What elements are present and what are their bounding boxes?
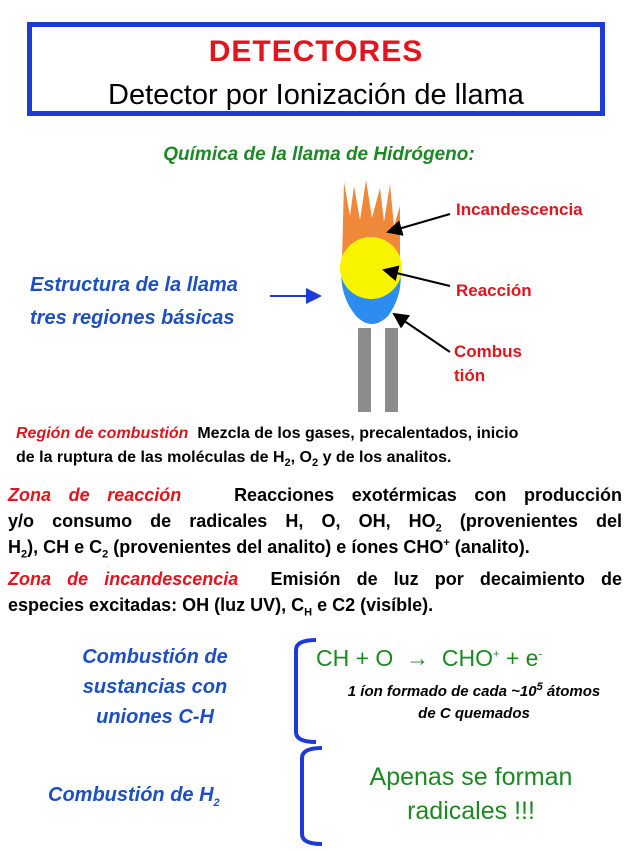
superscript: +: [443, 537, 450, 549]
reaction-zone: [340, 237, 402, 299]
h2-combustion-label: [48, 784, 220, 807]
superscript: +: [493, 648, 500, 661]
reaction-region-lead: Zona de reacción: [8, 485, 182, 505]
incandescence-label: Incandescencia: [456, 200, 583, 219]
ch-label-line2: sustancias con: [82, 676, 228, 698]
combustion-pointer: [394, 314, 450, 352]
equation-reactants: CH + O: [316, 645, 394, 671]
incandescence-region-line2b: e C2 (visíble).: [312, 595, 434, 615]
subscript: 2: [213, 797, 220, 809]
superscript: -: [538, 648, 543, 661]
combustion-label-1: Combus: [454, 342, 522, 361]
h2-result: [326, 760, 616, 828]
ch-note-line2: de C quemados: [418, 705, 530, 722]
incandescence-region-lead: Zona de incandescencia: [8, 569, 239, 589]
incandescence-region-line2a: especies excitadas: OH (luz UV), C: [8, 595, 305, 615]
page-subtitle: Detector por Ionización de llama: [108, 79, 524, 111]
combustion-region-line1: Mezcla de los gases, precalentados, inicio: [197, 425, 519, 442]
subscript: 2: [312, 457, 319, 470]
combustion-region-line2a: de la ruptura de las moléculas de H: [16, 449, 285, 466]
subscript: 2: [21, 548, 28, 561]
reaction-region-line3c: (provenientes del analito) e íones CHO: [108, 537, 444, 557]
reaction-region-line2b: (provenientes del: [441, 511, 622, 531]
reaction-region-text: [8, 482, 622, 560]
equation-electron: + e: [499, 645, 539, 671]
reaction-label: Reacción: [456, 281, 532, 300]
combustion-region-lead: Región de combustión: [16, 425, 189, 442]
ch-ionization-note: [314, 681, 634, 725]
h2-brace: [296, 744, 326, 848]
flame-structure-label: Estructura de la llama: [30, 274, 238, 296]
incandescence-region-line1: Emisión de luz por decaimiento de: [270, 569, 622, 589]
ch-note-line1b: átomos: [542, 683, 601, 700]
burner-tube-right: [385, 328, 398, 412]
reaction-region-line3a: H: [8, 537, 21, 557]
title-box: [27, 22, 605, 116]
flame-regions-label: tres regiones básicas: [30, 307, 235, 329]
ch-label-line3: uniones C-H: [96, 706, 214, 728]
h2-label-text: Combustión de H: [48, 784, 214, 806]
ch-equation: [316, 645, 542, 672]
combustion-region-line2b: , O: [290, 449, 312, 466]
subscript: 2: [284, 457, 291, 470]
page-title: DETECTORES: [208, 35, 424, 68]
flame-diagram: [270, 176, 470, 412]
h2-result-line1: Apenas se forman: [369, 763, 573, 791]
arrow-right-icon: →: [406, 645, 430, 671]
ch-label-line1: Combustión de: [82, 646, 228, 668]
reaction-region-line3b: ), CH e C: [27, 537, 103, 557]
ch-note-line1a: 1 íon formado de cada ~10: [347, 683, 537, 700]
ch-combustion-label: [40, 642, 270, 732]
equation-product-ion: CHO: [441, 645, 494, 671]
h2-result-line2: radicales !!!: [407, 797, 535, 825]
reaction-region-line1: Reacciones exotérmicas con producción: [234, 485, 622, 505]
subscript: 2: [435, 522, 442, 535]
chemistry-heading: Química de la llama de Hidrógeno:: [163, 144, 475, 165]
superscript: 5: [536, 681, 543, 693]
reaction-region-line2a: y/o consumo de radicales H, O, OH, HO: [8, 511, 436, 531]
incandescence-region-text: [8, 566, 622, 618]
subscript: H: [304, 606, 313, 619]
subscript: 2: [102, 548, 109, 561]
burner-tube-left: [358, 328, 371, 412]
combustion-region-text: [16, 422, 616, 470]
reaction-region-line3d: (analito).: [449, 537, 530, 557]
combustion-region-line2c: y de los analitos.: [318, 449, 452, 466]
combustion-label-2: tión: [454, 366, 486, 385]
